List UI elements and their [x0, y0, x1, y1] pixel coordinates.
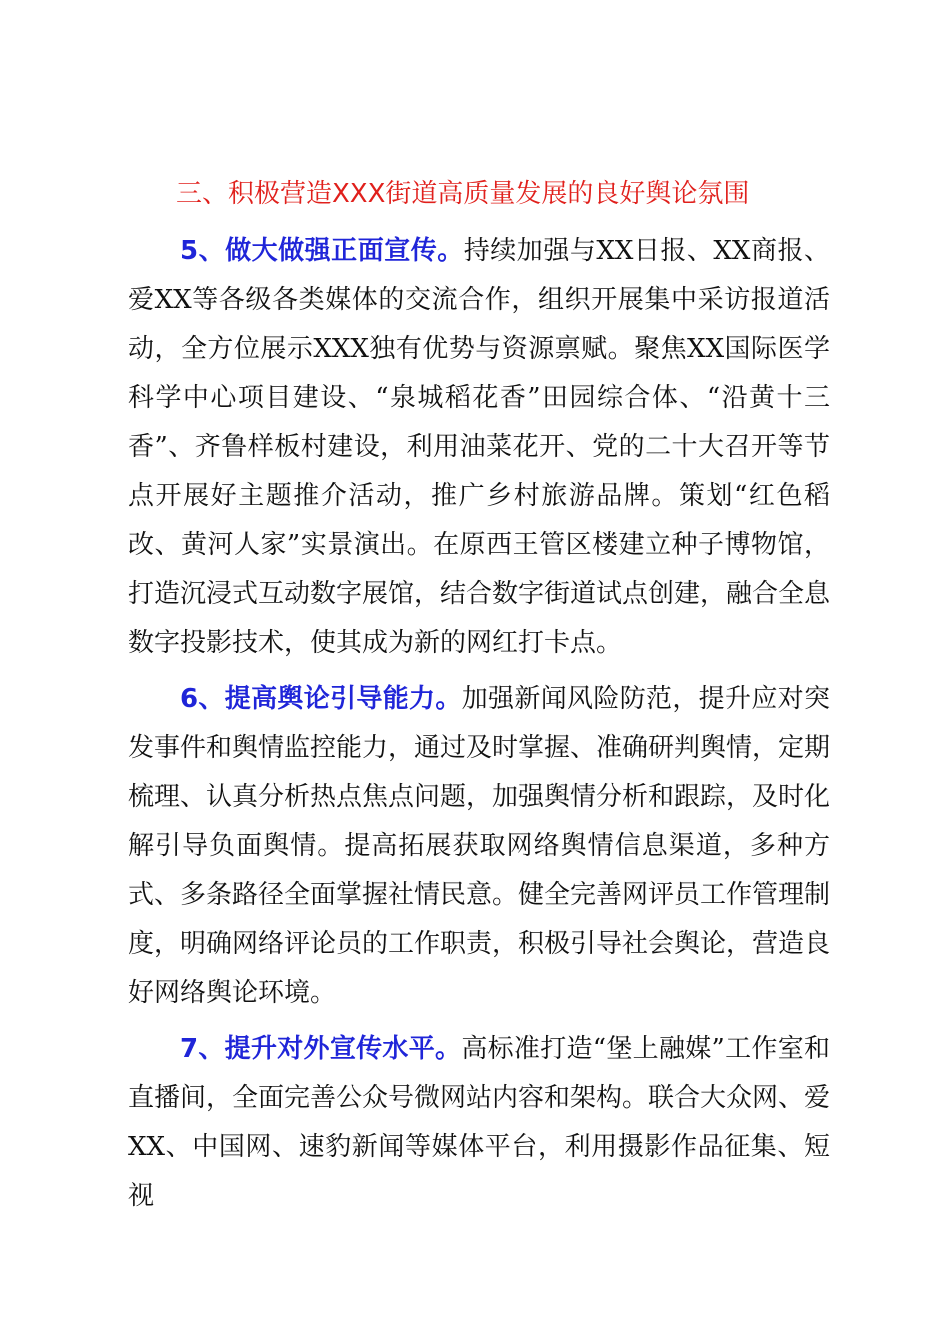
paragraph-7-heading: 7、提升对外宣传水平。	[180, 1034, 462, 1064]
document-content	[128, 178, 830, 1228]
paragraph-6-heading: 6、提高舆论引导能力。	[180, 684, 462, 714]
paragraph-6-body: 加强新闻风险防范，提升应对突发事件和舆情监控能力，通过及时掌握、准确研判舆情，定期梳理、认真分析热点焦点问题，加强舆情分析和跟踪，及时化解引导负面舆情。提高拓展获取网络舆情信息渠道，多种方式、多条路径全面掌握社情民意。健全完善网评员工作管理制度，明确网络评论员的工作职责，积极引导社会舆论，营造良好网络舆论环境。	[128, 684, 831, 1008]
paragraph-5	[128, 227, 830, 668]
paragraph-6	[128, 675, 830, 1018]
paragraph-7-body: 高标准打造“堡上融媒”工作室和直播间，全面完善公众号微网站内容和架构。联合大众网、爱XX、中国网、速豹新闻等媒体平台，利用摄影作品征集、短视	[128, 1034, 831, 1211]
paragraph-5-body: 持续加强与XX日报、XX商报、爱XX等各级各类媒体的交流合作，组织开展集中采访报道活动，全方位展示XXX独有优势与资源禀赋。聚焦XX国际医学科学中心项目建设、“泉城稻花香”田园综合体、“沿黄十三香”、齐鲁样板村建设，利用油菜花开、党的二十大召开等节点开展好主题推介活动，推广乡村旅游品牌。策划“红色稻改、黄河人家”实景演出。在原西王管区楼建立种子博物馆，打造沉浸式互动数字展馆，结合数字街道试点创建，融合全息数字投影技术，使其成为新的网红打卡点。	[128, 236, 831, 658]
paragraph-7	[128, 1025, 830, 1221]
section-title: 三、积极营造XXX街道高质量发展的良好舆论氛围	[176, 179, 750, 209]
paragraph-5-heading: 5、做大做强正面宣传。	[180, 236, 464, 266]
